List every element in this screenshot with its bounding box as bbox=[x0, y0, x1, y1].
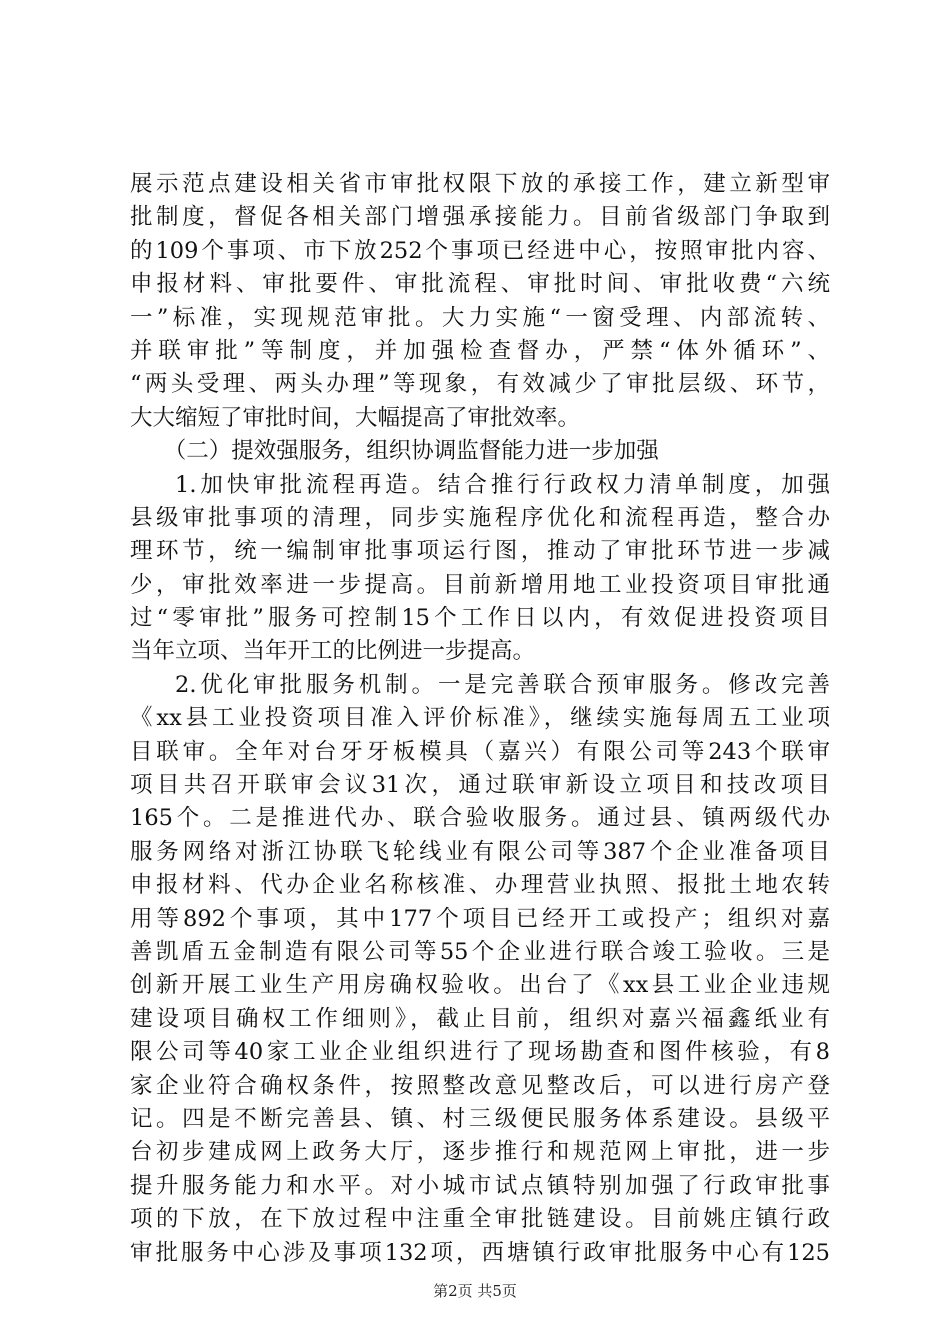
text-line: 2.优化审批服务机制。一是完善联合预审服务。修改完善 bbox=[175, 671, 830, 698]
text-line: 《xx县工业投资项目准入评价标准》，继续实施每周五工业项 bbox=[130, 705, 830, 732]
text-line: 申报材料、代办企业名称核准、办理营业执照、报批土地农转 bbox=[130, 872, 830, 899]
text-line: 提升服务能力和水平。对小城市试点镇特别加强了行政审批事 bbox=[130, 1172, 830, 1199]
text-line: 大大缩短了审批时间，大幅提高了审批效率。 bbox=[130, 404, 581, 431]
text-line: 记。四是不断完善县、镇、村三级便民服务体系建设。县级平 bbox=[130, 1105, 830, 1132]
text-line: 创新开展工业生产用房确权验收。出台了《xx县工业企业违规 bbox=[130, 972, 830, 999]
text-line: 批制度，督促各相关部门增强承接能力。目前省级部门争取到 bbox=[130, 204, 830, 231]
text-line: 限公司等40家工业企业组织进行了现场勘查和图件核验，有8 bbox=[130, 1039, 830, 1066]
text-line: 的109个事项、市下放252个事项已经进中心，按照审批内容、 bbox=[130, 237, 830, 264]
text-line: 台初步建成网上政务大厅，逐步推行和规范网上审批，进一步 bbox=[130, 1139, 830, 1166]
text-line: （二）提效强服务，组织协调监督能力进一步加强 bbox=[163, 438, 659, 465]
text-line: 1.加快审批流程再造。结合推行行政权力清单制度，加强 bbox=[175, 471, 830, 498]
text-line: 县级审批事项的清理，同步实施程序优化和流程再造，整合办 bbox=[130, 504, 830, 531]
text-line: 目联审。全年对台牙牙板模具（嘉兴）有限公司等243个联审 bbox=[130, 738, 830, 765]
text-line: 一”标准，实现规范审批。大力实施“一窗受理、内部流转、 bbox=[130, 304, 830, 331]
text-line: 少，审批效率进一步提高。目前新增用地工业投资项目审批通 bbox=[130, 571, 830, 598]
text-line: 建设项目确权工作细则》，截止目前，组织对嘉兴福鑫纸业有 bbox=[130, 1005, 830, 1032]
text-line: 165个。二是推进代办、联合验收服务。通过县、镇两级代办 bbox=[130, 805, 830, 832]
text-line: “两头受理、两头办理”等现象，有效减少了审批层级、环节， bbox=[130, 371, 830, 398]
text-line: 服务网络对浙江协联飞轮线业有限公司等387个企业准备项目 bbox=[130, 838, 830, 865]
text-line: 过“零审批”服务可控制15个工作日以内，有效促进投资项目 bbox=[130, 605, 830, 632]
text-line: 并联审批”等制度，并加强检查督办，严禁“体外循环”、 bbox=[130, 337, 830, 364]
text-line: 项目共召开联审会议31次，通过联审新设立项目和技改项目 bbox=[130, 772, 830, 799]
text-line: 理环节，统一编制审批事项运行图，推动了审批环节进一步减 bbox=[130, 538, 830, 565]
text-line: 善凯盾五金制造有限公司等55个企业进行联合竣工验收。三是 bbox=[130, 938, 830, 965]
page-footer: 第2页 共5页 bbox=[433, 1282, 517, 1300]
text-line: 当年立项、当年开工的比例进一步提高。 bbox=[130, 638, 536, 665]
text-line: 申报材料、审批要件、审批流程、审批时间、审批收费“六统 bbox=[130, 271, 830, 298]
text-line: 用等892个事项，其中177个项目已经开工或投产；组织对嘉 bbox=[130, 905, 830, 932]
text-line: 审批服务中心涉及事项132项，西塘镇行政审批服务中心有125 bbox=[130, 1239, 830, 1266]
text-line: 家企业符合确权条件，按照整改意见整改后，可以进行房产登 bbox=[130, 1072, 830, 1099]
text-line: 展示范点建设相关省市审批权限下放的承接工作，建立新型审 bbox=[130, 171, 830, 197]
text-line: 项的下放，在下放过程中注重全审批链建设。目前姚庄镇行政 bbox=[130, 1206, 830, 1233]
document-body bbox=[130, 168, 830, 1270]
